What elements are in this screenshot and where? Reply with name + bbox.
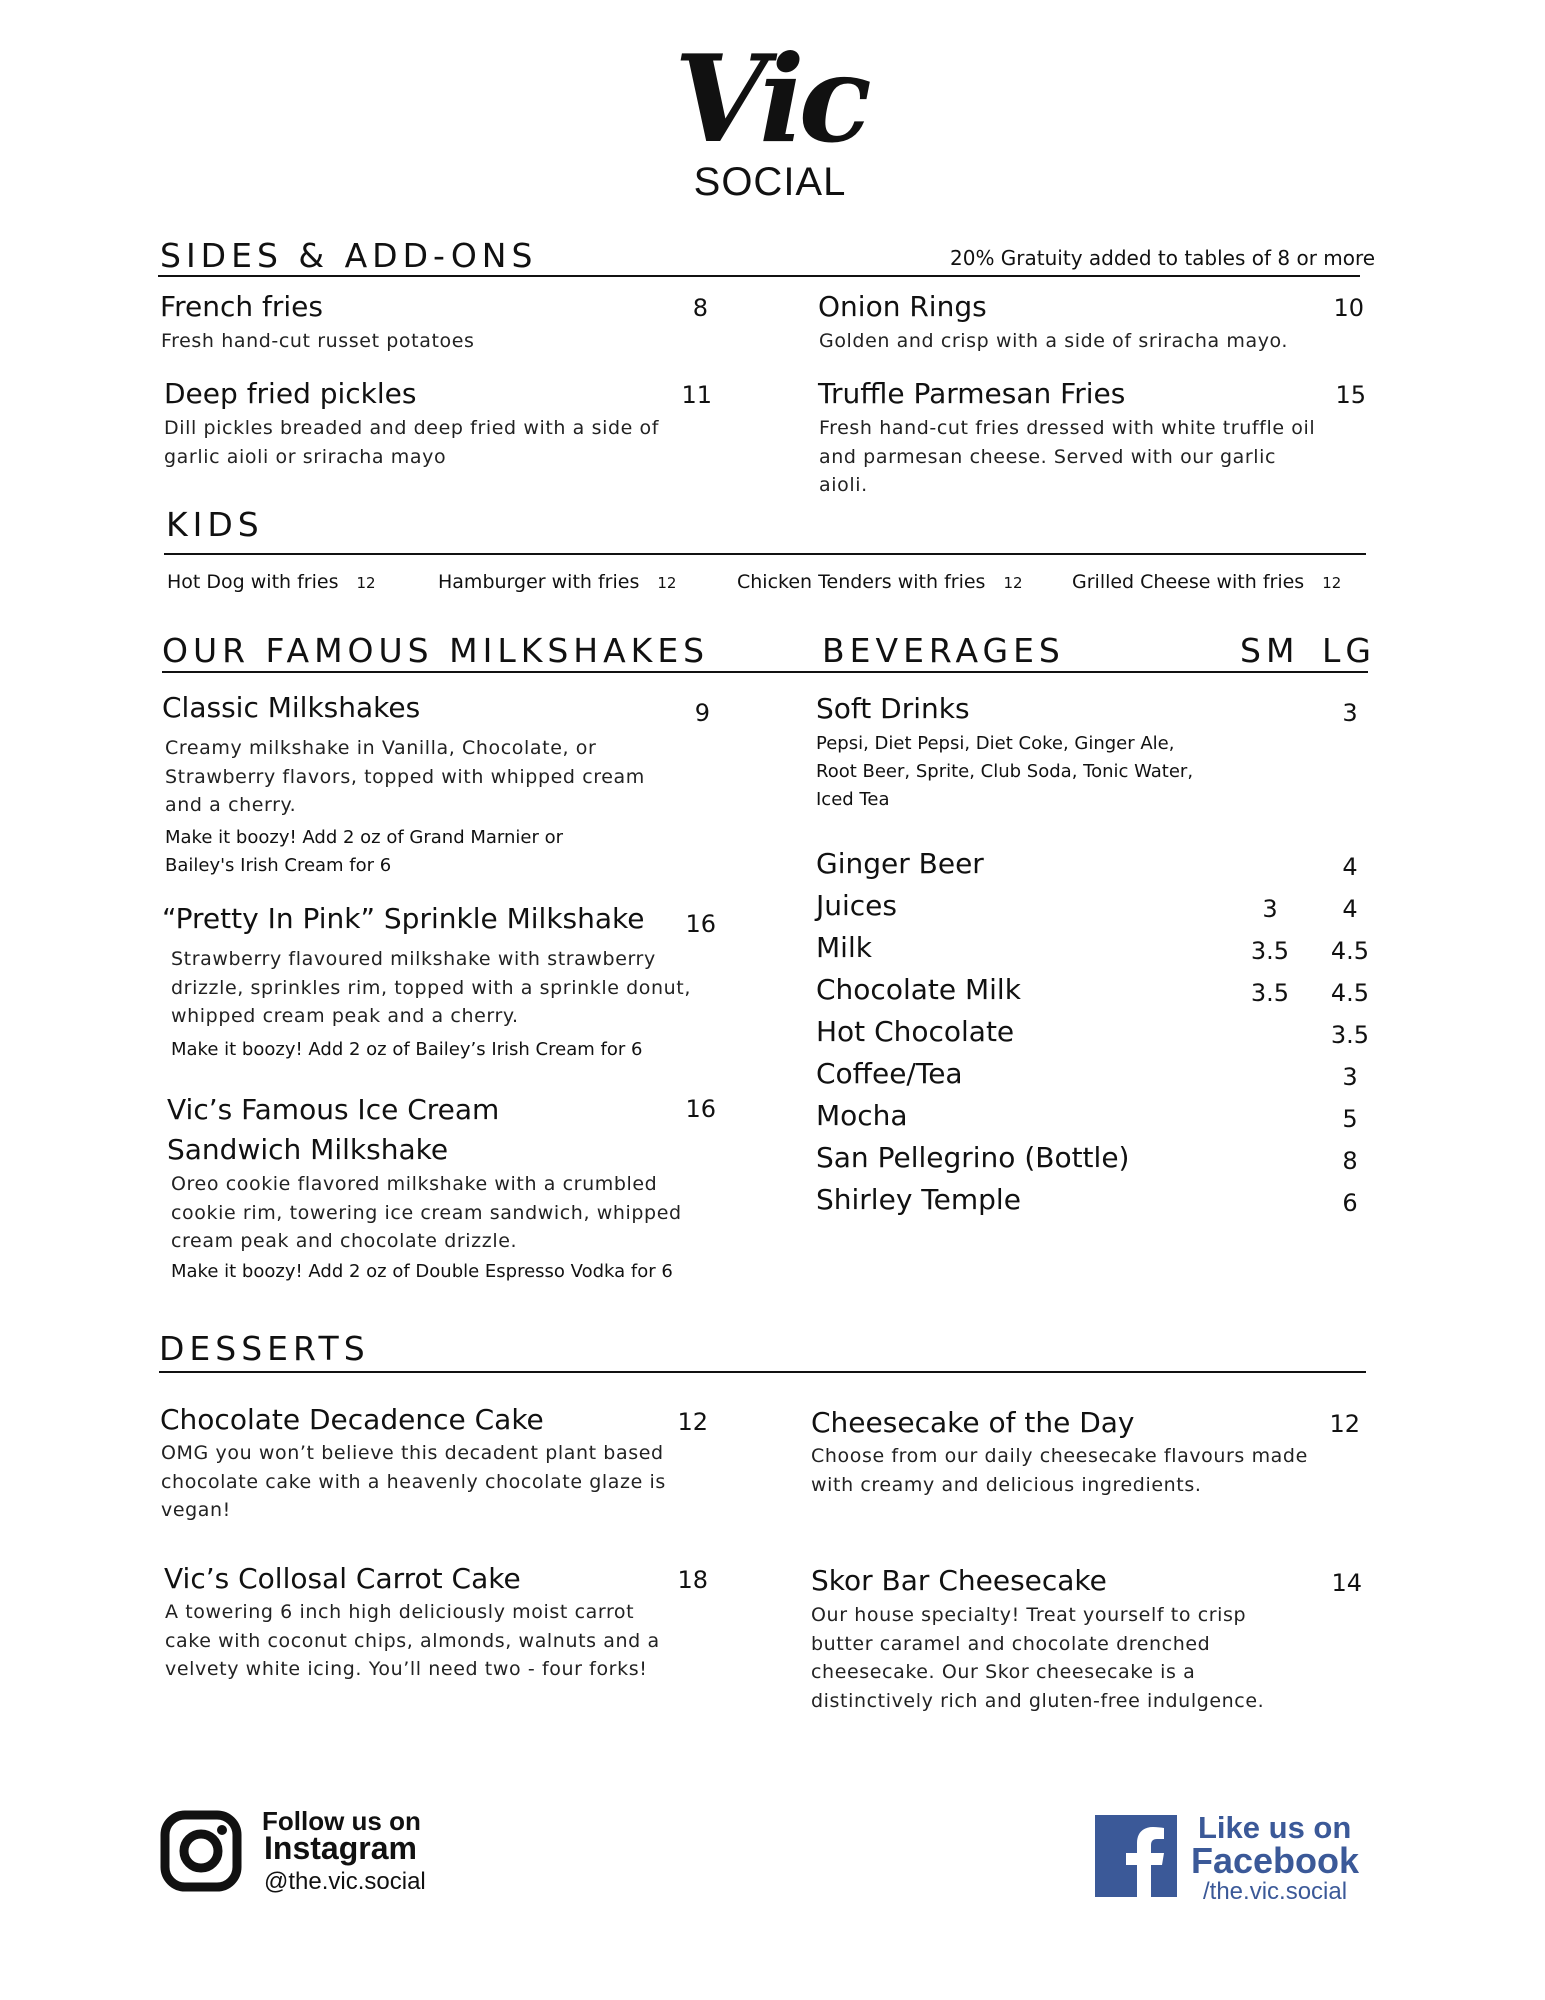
beverage-price-lg: 4.5 bbox=[1330, 937, 1370, 965]
menu-item-name: Soft Drinks bbox=[816, 692, 970, 725]
menu-item-name: Cheesecake of the Day bbox=[811, 1406, 1135, 1439]
section-rule bbox=[164, 553, 1366, 555]
kids-item-price: 12 bbox=[657, 574, 677, 592]
soft-drinks-list: Pepsi, Diet Pepsi, Diet Coke, Ginger Ale, Root Beer, Sprite, Club Soda, Tonic Water, Iced Tea bbox=[816, 733, 1194, 810]
menu-item-name: Classic Milkshakes bbox=[162, 691, 421, 724]
beverage-name: Milk bbox=[816, 931, 872, 964]
menu-item-price: 16 bbox=[685, 910, 716, 938]
menu-item-price: 10 bbox=[1333, 294, 1364, 322]
menu-item-desc: Dill pickles breaded and deep fried with a side of garlic aioli or sriracha mayo bbox=[164, 417, 660, 468]
kids-item-name: Hot Dog with fries bbox=[167, 571, 339, 593]
kids-item-price: 12 bbox=[1003, 574, 1023, 592]
facebook-cta-line1: Like us on bbox=[1198, 1810, 1352, 1845]
beverage-price-lg: 4 bbox=[1342, 853, 1358, 881]
menu-item-name: French fries bbox=[160, 290, 323, 323]
beverage-price-lg: 8 bbox=[1342, 1147, 1358, 1175]
instagram-cta-line1: Follow us on bbox=[262, 1806, 421, 1836]
menu-item-desc: Creamy milkshake in Vanilla, Chocolate, or Strawberry flavors, topped with whipped cream and a cherry. bbox=[165, 737, 645, 816]
menu-item-price: 12 bbox=[677, 1408, 708, 1436]
menu-item-price: 14 bbox=[1331, 1569, 1362, 1597]
menu-item-name: “Pretty In Pink” Sprinkle Milkshake bbox=[162, 902, 645, 935]
bev-header-lg: LG bbox=[1322, 631, 1376, 670]
menu-item-desc: A towering 6 inch high deliciously moist carrot cake with coconut chips, almonds, walnuts and a velvety white icing. You’ll need two - four forks! bbox=[165, 1601, 660, 1680]
menu-item-price: 8 bbox=[692, 294, 708, 322]
logo-wordmark: Vic bbox=[674, 29, 866, 170]
menu-item-name: Skor Bar Cheesecake bbox=[811, 1564, 1107, 1597]
beverage-price-lg: 3 bbox=[1342, 1063, 1358, 1091]
beverage-price-lg: 4 bbox=[1342, 895, 1358, 923]
section-rule bbox=[162, 671, 1368, 673]
beverage-name: Coffee/Tea bbox=[816, 1057, 963, 1090]
kids-item bbox=[737, 571, 1023, 593]
section-title-kids: KIDS bbox=[166, 505, 264, 544]
instagram-icon[interactable] bbox=[160, 1810, 242, 1892]
kids-item-name: Hamburger with fries bbox=[438, 571, 640, 593]
beverage-name: Chocolate Milk bbox=[816, 973, 1021, 1006]
section-rule bbox=[159, 1371, 1366, 1373]
beverage-price-sm: 3.5 bbox=[1250, 979, 1290, 1007]
beverage-name: San Pellegrino (Bottle) bbox=[816, 1141, 1130, 1174]
menu-item-price: 15 bbox=[1335, 381, 1366, 409]
section-title-milkshakes: OUR FAMOUS MILKSHAKES bbox=[162, 631, 710, 670]
kids-item-name: Grilled Cheese with fries bbox=[1072, 571, 1305, 593]
menu-item-desc: Choose from our daily cheesecake flavours made with creamy and delicious ingredients. bbox=[811, 1445, 1308, 1496]
menu-item-desc: Oreo cookie flavored milkshake with a crumbled cookie rim, towering ice cream sandwich, whipped cream peak and chocolate drizzle. bbox=[171, 1173, 682, 1252]
instagram-handle[interactable]: @the.vic.social bbox=[264, 1868, 426, 1895]
beverage-name: Juices bbox=[816, 889, 897, 922]
beverage-price-lg: 3.5 bbox=[1330, 1021, 1370, 1049]
menu-item-desc: Fresh hand-cut russet potatoes bbox=[161, 330, 475, 352]
facebook-cta-line2: Facebook bbox=[1191, 1840, 1360, 1881]
facebook-icon[interactable] bbox=[1095, 1815, 1177, 1897]
menu-item-price: 3 bbox=[1342, 699, 1358, 727]
beverage-name: Ginger Beer bbox=[816, 847, 984, 880]
beverage-price-lg: 4.5 bbox=[1330, 979, 1370, 1007]
section-rule bbox=[158, 275, 1360, 277]
menu-item-price: 9 bbox=[694, 699, 710, 727]
bev-header-sm: SM bbox=[1240, 631, 1300, 670]
boozy-addon: Make it boozy! Add 2 oz of Grand Marnier or Bailey's Irish Cream for 6 bbox=[165, 827, 564, 876]
kids-item-price: 12 bbox=[1322, 574, 1342, 592]
kids-item bbox=[438, 571, 676, 593]
menu-item-name: Onion Rings bbox=[818, 290, 987, 323]
beverage-name: Shirley Temple bbox=[816, 1183, 1021, 1216]
section-title-desserts: DESSERTS bbox=[159, 1329, 370, 1368]
kids-item-name: Chicken Tenders with fries bbox=[737, 571, 986, 593]
instagram-cta-line2: Instagram bbox=[264, 1830, 417, 1866]
beverage-price-lg: 5 bbox=[1342, 1105, 1358, 1133]
section-title-beverages: BEVERAGES bbox=[822, 631, 1065, 670]
beverage-price-sm: 3 bbox=[1262, 895, 1278, 923]
section-title-sides: SIDES & ADD-ONS bbox=[160, 236, 538, 275]
menu-item-name: Truffle Parmesan Fries bbox=[818, 377, 1126, 410]
menu-item-price: 11 bbox=[681, 381, 712, 409]
gratuity-note: 20% Gratuity added to tables of 8 or more bbox=[950, 246, 1376, 270]
menu-item-name: Vic’s Famous Ice Cream Sandwich Milkshake bbox=[167, 1093, 500, 1166]
menu-item-price: 12 bbox=[1329, 1410, 1360, 1438]
beverage-name: Mocha bbox=[816, 1099, 908, 1132]
menu-item-desc: Our house specialty! Treat yourself to crisp butter caramel and chocolate drenched cheesecake. Our Skor cheesecake is a distinctively rich and gluten-free indulgence. bbox=[811, 1604, 1265, 1712]
beverage-price-sm: 3.5 bbox=[1250, 937, 1290, 965]
menu-item-desc: OMG you won’t believe this decadent plant based chocolate cake with a heavenly chocolate glaze is vegan! bbox=[161, 1442, 666, 1521]
kids-item bbox=[1072, 571, 1341, 593]
menu-item-name: Vic’s Collosal Carrot Cake bbox=[164, 1562, 521, 1595]
boozy-addon: Make it boozy! Add 2 oz of Bailey’s Irish Cream for 6 bbox=[171, 1039, 643, 1060]
kids-item-price: 12 bbox=[356, 574, 376, 592]
beverage-price-lg: 6 bbox=[1342, 1189, 1358, 1217]
menu-item-price: 16 bbox=[685, 1095, 716, 1123]
facebook-handle[interactable]: /the.vic.social bbox=[1203, 1878, 1348, 1905]
kids-item bbox=[167, 571, 376, 593]
logo-subtitle: SOCIAL bbox=[693, 160, 847, 204]
menu-item-desc: Golden and crisp with a side of sriracha mayo. bbox=[819, 330, 1289, 352]
boozy-addon: Make it boozy! Add 2 oz of Double Espresso Vodka for 6 bbox=[171, 1261, 673, 1282]
menu-item-name: Chocolate Decadence Cake bbox=[160, 1403, 544, 1436]
beverage-name: Hot Chocolate bbox=[816, 1015, 1015, 1048]
menu-item-price: 18 bbox=[677, 1566, 708, 1594]
menu-item-name: Deep fried pickles bbox=[164, 377, 417, 410]
menu-item-desc: Fresh hand-cut fries dressed with white truffle oil and parmesan cheese. Served with our garlic aioli. bbox=[819, 417, 1316, 496]
menu-item-desc: Strawberry flavoured milkshake with strawberry drizzle, sprinkles rim, topped with a sprinkle donut, whipped cream peak and a cherry. bbox=[171, 948, 692, 1027]
